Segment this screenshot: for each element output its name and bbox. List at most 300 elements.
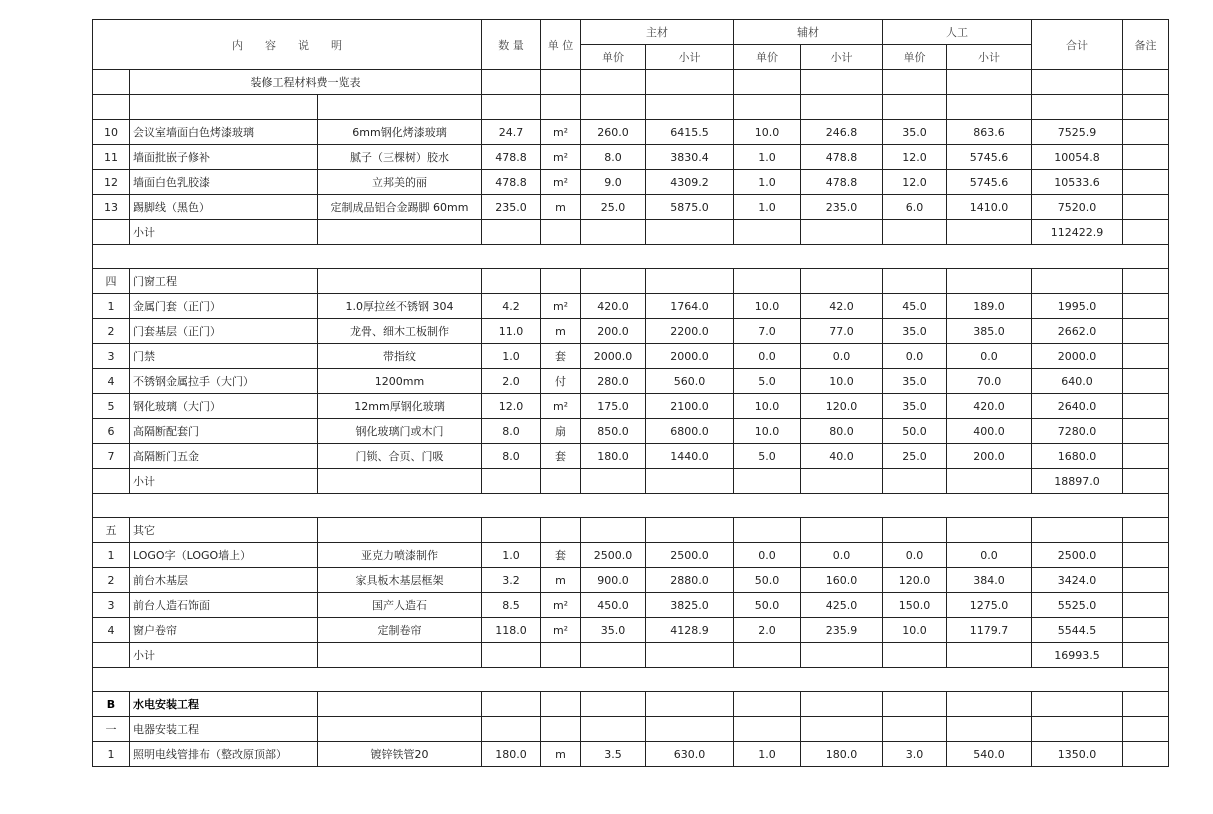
cell-aux-price	[734, 717, 801, 742]
cell-item: 墙面白色乳胶漆	[130, 170, 318, 195]
cell-qty: 2.0	[482, 369, 541, 394]
cell-spec	[318, 220, 482, 245]
cell-remark	[1123, 742, 1169, 767]
cell-remark	[1123, 543, 1169, 568]
cell-qty: 8.0	[482, 419, 541, 444]
cell-total	[1032, 518, 1123, 543]
cell-main-subtotal: 5875.0	[646, 195, 734, 220]
cell-main-subtotal: 6800.0	[646, 419, 734, 444]
cell-item: 会议室墙面白色烤漆玻璃	[130, 120, 318, 145]
cell-aux-price	[734, 70, 801, 95]
cell-aux-price: 1.0	[734, 170, 801, 195]
cell-aux-subtotal: 10.0	[801, 369, 883, 394]
cell-remark	[1123, 269, 1169, 294]
cell-aux-subtotal: 478.8	[801, 145, 883, 170]
cell-total: 10533.6	[1032, 170, 1123, 195]
cell-main-subtotal	[646, 643, 734, 668]
cell-main-price: 280.0	[581, 369, 646, 394]
header-total: 合计	[1032, 20, 1123, 70]
cell-main-price	[581, 95, 646, 120]
table-row	[93, 70, 1169, 95]
cell-total: 7280.0	[1032, 419, 1123, 444]
cell-labor-price: 35.0	[883, 120, 947, 145]
header-labor-subtotal: 小计	[947, 45, 1032, 70]
cell-main-subtotal	[646, 269, 734, 294]
cell-item: 其它	[130, 518, 318, 543]
table-row	[93, 717, 1169, 742]
cell-remark	[1123, 568, 1169, 593]
cell-aux-price: 5.0	[734, 444, 801, 469]
cell-qty: 4.2	[482, 294, 541, 319]
cell-spec	[318, 95, 482, 120]
header-aux-unit-price: 单价	[734, 45, 801, 70]
cell-total: 2640.0	[1032, 394, 1123, 419]
cell-item: 窗户卷帘	[130, 618, 318, 643]
cell-main-subtotal: 630.0	[646, 742, 734, 767]
cell-spec: 亚克力喷漆制作	[318, 543, 482, 568]
cell-item: 小计	[130, 469, 318, 494]
cell-aux-price: 1.0	[734, 742, 801, 767]
table-row	[93, 195, 1169, 220]
cell-labor-price	[883, 269, 947, 294]
cell-labor-subtotal: 0.0	[947, 344, 1032, 369]
cell-aux-subtotal	[801, 643, 883, 668]
cell-main-price: 260.0	[581, 120, 646, 145]
cell-remark	[1123, 518, 1169, 543]
cell-spec: 12mm厚钢化玻璃	[318, 394, 482, 419]
cell-main-subtotal: 1764.0	[646, 294, 734, 319]
table-row	[93, 120, 1169, 145]
cell-no: 7	[93, 444, 130, 469]
cell-aux-subtotal: 246.8	[801, 120, 883, 145]
cell-no: 11	[93, 145, 130, 170]
table-row	[93, 444, 1169, 469]
cell-unit	[541, 518, 581, 543]
cell-spec: 定制卷帘	[318, 618, 482, 643]
cell-unit	[541, 220, 581, 245]
cell-labor-subtotal	[947, 692, 1032, 717]
header-main-material: 主材	[581, 20, 734, 45]
cell-spec: 立邦美的丽	[318, 170, 482, 195]
header-unit: 单 位	[541, 20, 581, 70]
cell-qty: 478.8	[482, 145, 541, 170]
cell-main-subtotal	[646, 717, 734, 742]
cell-no: 1	[93, 294, 130, 319]
cell-aux-subtotal: 40.0	[801, 444, 883, 469]
cell-remark	[1123, 692, 1169, 717]
cell-no	[93, 95, 130, 120]
cell-item: 门禁	[130, 344, 318, 369]
cell-aux-subtotal: 235.0	[801, 195, 883, 220]
cell-labor-subtotal: 200.0	[947, 444, 1032, 469]
table-row	[93, 618, 1169, 643]
cell-spec: 家具板木基层框架	[318, 568, 482, 593]
cell-aux-price: 50.0	[734, 593, 801, 618]
cell-qty: 180.0	[482, 742, 541, 767]
cell-qty: 8.5	[482, 593, 541, 618]
cell-aux-price	[734, 518, 801, 543]
cell-remark	[1123, 593, 1169, 618]
cell-aux-price	[734, 469, 801, 494]
cell-no: 4	[93, 618, 130, 643]
cell-labor-price	[883, 692, 947, 717]
cell-remark	[1123, 444, 1169, 469]
cell-qty	[482, 220, 541, 245]
cell-spec	[318, 692, 482, 717]
cell-aux-subtotal	[801, 220, 883, 245]
cell-spec	[318, 469, 482, 494]
cell-total	[1032, 717, 1123, 742]
cell-aux-price: 0.0	[734, 543, 801, 568]
table-row	[93, 518, 1169, 543]
cell-total: 640.0	[1032, 369, 1123, 394]
cell-qty: 118.0	[482, 618, 541, 643]
table-row	[93, 294, 1169, 319]
header-labor: 人工	[883, 20, 1032, 45]
cell-aux-price: 10.0	[734, 294, 801, 319]
cell-labor-price: 12.0	[883, 145, 947, 170]
cell-main-subtotal	[646, 70, 734, 95]
cell-aux-subtotal: 235.9	[801, 618, 883, 643]
cell-aux-subtotal	[801, 95, 883, 120]
cell-aux-price	[734, 269, 801, 294]
cell-unit: 套	[541, 344, 581, 369]
cell-aux-price: 10.0	[734, 120, 801, 145]
header-qty: 数 量	[482, 20, 541, 70]
cell-total: 5544.5	[1032, 618, 1123, 643]
cell-spec: 龙骨、细木工板制作	[318, 319, 482, 344]
cell-remark	[1123, 220, 1169, 245]
table-row	[93, 643, 1169, 668]
cell-aux-subtotal	[801, 692, 883, 717]
cell-labor-subtotal: 384.0	[947, 568, 1032, 593]
cell-unit	[541, 269, 581, 294]
cell-item: 前台人造石饰面	[130, 593, 318, 618]
cell-spec: 1200mm	[318, 369, 482, 394]
cell-spec: 6mm钢化烤漆玻璃	[318, 120, 482, 145]
cell-labor-price: 35.0	[883, 319, 947, 344]
header-remark: 备注	[1123, 20, 1169, 70]
table-title: 装修工程材料费一览表	[130, 70, 482, 95]
cell-no: 3	[93, 593, 130, 618]
cell-remark	[1123, 170, 1169, 195]
cell-aux-price: 1.0	[734, 195, 801, 220]
cell-labor-price: 0.0	[883, 344, 947, 369]
cell-item: 门窗工程	[130, 269, 318, 294]
cell-qty	[482, 269, 541, 294]
cell-spec: 门锁、合页、门吸	[318, 444, 482, 469]
cell-total: 2662.0	[1032, 319, 1123, 344]
cell-aux-price	[734, 95, 801, 120]
cell-no: 4	[93, 369, 130, 394]
cell-aux-price	[734, 643, 801, 668]
cell-spec: 国产人造石	[318, 593, 482, 618]
cell-labor-subtotal	[947, 95, 1032, 120]
cell-labor-subtotal: 189.0	[947, 294, 1032, 319]
cell-item: 水电安装工程	[130, 692, 318, 717]
table-row	[93, 543, 1169, 568]
cell-qty	[482, 518, 541, 543]
cell-main-price: 25.0	[581, 195, 646, 220]
cell-unit: 套	[541, 444, 581, 469]
cell-unit: m²	[541, 593, 581, 618]
cell-labor-subtotal: 5745.6	[947, 145, 1032, 170]
cell-labor-subtotal: 400.0	[947, 419, 1032, 444]
cell-total: 18897.0	[1032, 469, 1123, 494]
header-labor-unit-price: 单价	[883, 45, 947, 70]
cell-aux-subtotal	[801, 269, 883, 294]
cell-remark	[1123, 469, 1169, 494]
cell-unit: m²	[541, 294, 581, 319]
cell-labor-price	[883, 220, 947, 245]
cell-item: 墙面批嵌子修补	[130, 145, 318, 170]
cell-qty: 478.8	[482, 170, 541, 195]
cell-remark	[1123, 195, 1169, 220]
cell-total	[1032, 95, 1123, 120]
separator-row	[93, 668, 1169, 692]
cell-aux-subtotal: 478.8	[801, 170, 883, 195]
cell-qty: 11.0	[482, 319, 541, 344]
cell-labor-price	[883, 70, 947, 95]
cell-total: 1995.0	[1032, 294, 1123, 319]
cell-spec: 定制成品铝合金踢脚 60mm	[318, 195, 482, 220]
cell-qty	[482, 717, 541, 742]
cell-labor-subtotal	[947, 269, 1032, 294]
cell-remark	[1123, 419, 1169, 444]
cell-main-price: 180.0	[581, 444, 646, 469]
cell-main-subtotal	[646, 692, 734, 717]
cell-item	[130, 95, 318, 120]
cell-main-price: 8.0	[581, 145, 646, 170]
cell-unit: m²	[541, 618, 581, 643]
cell-unit	[541, 95, 581, 120]
cell-labor-subtotal: 863.6	[947, 120, 1032, 145]
cell-aux-subtotal: 0.0	[801, 543, 883, 568]
cell-aux-price: 10.0	[734, 394, 801, 419]
cell-no: 五	[93, 518, 130, 543]
cell-no: 13	[93, 195, 130, 220]
cell-aux-price: 1.0	[734, 145, 801, 170]
cell-remark	[1123, 145, 1169, 170]
cell-labor-price: 45.0	[883, 294, 947, 319]
cell-item: 前台木基层	[130, 568, 318, 593]
cell-labor-price: 120.0	[883, 568, 947, 593]
cell-main-subtotal: 1440.0	[646, 444, 734, 469]
cell-remark	[1123, 394, 1169, 419]
cell-main-price: 9.0	[581, 170, 646, 195]
cell-aux-subtotal	[801, 518, 883, 543]
table-row	[93, 344, 1169, 369]
cell-spec: 带指纹	[318, 344, 482, 369]
cell-item: 照明电线管排布（整改原顶部）	[130, 742, 318, 767]
cell-labor-subtotal	[947, 70, 1032, 95]
cell-total: 10054.8	[1032, 145, 1123, 170]
cell-labor-subtotal: 5745.6	[947, 170, 1032, 195]
cell-unit: m²	[541, 394, 581, 419]
cell-remark	[1123, 618, 1169, 643]
cell-total: 1350.0	[1032, 742, 1123, 767]
cell-unit	[541, 692, 581, 717]
table-row	[93, 369, 1169, 394]
cell-labor-price: 6.0	[883, 195, 947, 220]
cell-qty: 3.2	[482, 568, 541, 593]
cell-main-subtotal	[646, 469, 734, 494]
header-main-unit-price: 单价	[581, 45, 646, 70]
cell-aux-subtotal: 120.0	[801, 394, 883, 419]
cell-total: 7525.9	[1032, 120, 1123, 145]
table-row	[93, 692, 1169, 717]
cell-remark	[1123, 95, 1169, 120]
cell-main-price: 450.0	[581, 593, 646, 618]
cell-item: 钢化玻璃（大门）	[130, 394, 318, 419]
cell-spec	[318, 717, 482, 742]
cell-spec: 钢化玻璃门或木门	[318, 419, 482, 444]
cell-aux-subtotal: 42.0	[801, 294, 883, 319]
cell-main-subtotal: 560.0	[646, 369, 734, 394]
cell-qty: 24.7	[482, 120, 541, 145]
cell-no	[93, 469, 130, 494]
cell-main-price	[581, 717, 646, 742]
header-aux-subtotal: 小计	[801, 45, 883, 70]
header-main-subtotal: 小计	[646, 45, 734, 70]
cell-item: 高隔断配套门	[130, 419, 318, 444]
cell-spec	[318, 643, 482, 668]
table-row	[93, 220, 1169, 245]
cell-aux-subtotal: 180.0	[801, 742, 883, 767]
table-header	[93, 20, 1169, 70]
cell-labor-subtotal	[947, 717, 1032, 742]
cell-main-subtotal: 2100.0	[646, 394, 734, 419]
cell-unit	[541, 717, 581, 742]
cell-qty: 8.0	[482, 444, 541, 469]
cell-remark	[1123, 70, 1169, 95]
cell-aux-subtotal	[801, 717, 883, 742]
table-body	[93, 70, 1169, 767]
cell-main-price	[581, 220, 646, 245]
cell-unit: m	[541, 319, 581, 344]
cell-unit: 扇	[541, 419, 581, 444]
cost-table	[92, 19, 1169, 767]
cell-labor-price: 12.0	[883, 170, 947, 195]
cell-labor-subtotal	[947, 469, 1032, 494]
cell-item: 金属门套（正门）	[130, 294, 318, 319]
cell-spec	[318, 269, 482, 294]
cell-item: 小计	[130, 643, 318, 668]
cell-main-subtotal: 2880.0	[646, 568, 734, 593]
table-row	[93, 593, 1169, 618]
separator-row	[93, 494, 1169, 518]
cell-remark	[1123, 717, 1169, 742]
cell-remark	[1123, 294, 1169, 319]
cell-main-price	[581, 469, 646, 494]
cell-qty	[482, 469, 541, 494]
cell-aux-subtotal: 77.0	[801, 319, 883, 344]
cell-unit: m	[541, 195, 581, 220]
cell-qty	[482, 643, 541, 668]
cell-labor-subtotal: 1410.0	[947, 195, 1032, 220]
cell-labor-subtotal: 385.0	[947, 319, 1032, 344]
cell-labor-price: 50.0	[883, 419, 947, 444]
cell-main-subtotal: 2500.0	[646, 543, 734, 568]
cell-remark	[1123, 643, 1169, 668]
cell-total	[1032, 692, 1123, 717]
cell-no: 1	[93, 543, 130, 568]
cell-main-price: 200.0	[581, 319, 646, 344]
cell-qty: 235.0	[482, 195, 541, 220]
cell-no: 2	[93, 319, 130, 344]
cell-labor-subtotal: 420.0	[947, 394, 1032, 419]
cell-main-subtotal: 6415.5	[646, 120, 734, 145]
cell-labor-subtotal: 540.0	[947, 742, 1032, 767]
cell-spec: 腻子（三棵树）胶水	[318, 145, 482, 170]
table-row	[93, 319, 1169, 344]
cell-main-price: 850.0	[581, 419, 646, 444]
cell-total: 2500.0	[1032, 543, 1123, 568]
cell-labor-price	[883, 717, 947, 742]
cell-item: 不锈钢金属拉手（大门）	[130, 369, 318, 394]
cell-labor-price: 3.0	[883, 742, 947, 767]
cell-main-price: 900.0	[581, 568, 646, 593]
cell-qty: 1.0	[482, 344, 541, 369]
cell-main-price: 420.0	[581, 294, 646, 319]
cell-main-subtotal	[646, 95, 734, 120]
table-row	[93, 494, 1169, 518]
cell-spec: 镀锌铁管20	[318, 742, 482, 767]
header-aux-material: 辅材	[734, 20, 883, 45]
cell-unit	[541, 643, 581, 668]
cell-unit	[541, 70, 581, 95]
cell-no: 10	[93, 120, 130, 145]
cell-aux-price: 5.0	[734, 369, 801, 394]
cell-main-subtotal: 3830.4	[646, 145, 734, 170]
cell-no	[93, 70, 130, 95]
cell-aux-price: 7.0	[734, 319, 801, 344]
cell-remark	[1123, 120, 1169, 145]
cell-qty	[482, 70, 541, 95]
table-row	[93, 95, 1169, 120]
cell-main-price: 2000.0	[581, 344, 646, 369]
cell-labor-price: 10.0	[883, 618, 947, 643]
table-row	[93, 269, 1169, 294]
table-row	[93, 419, 1169, 444]
cell-unit: m	[541, 568, 581, 593]
cell-no: 5	[93, 394, 130, 419]
cell-aux-subtotal	[801, 70, 883, 95]
header-content: 内 容 说 明	[93, 20, 482, 70]
cell-labor-price: 25.0	[883, 444, 947, 469]
cell-total: 1680.0	[1032, 444, 1123, 469]
cell-no: 6	[93, 419, 130, 444]
cell-total: 3424.0	[1032, 568, 1123, 593]
cell-labor-price	[883, 469, 947, 494]
cell-item: 踢脚线（黑色）	[130, 195, 318, 220]
table-row	[93, 145, 1169, 170]
table-row	[93, 742, 1169, 767]
cell-aux-price: 2.0	[734, 618, 801, 643]
cell-main-subtotal: 2200.0	[646, 319, 734, 344]
cell-qty: 1.0	[482, 543, 541, 568]
cell-aux-subtotal: 0.0	[801, 344, 883, 369]
cell-item: LOGO字（LOGO墙上）	[130, 543, 318, 568]
cell-aux-price: 50.0	[734, 568, 801, 593]
table-row	[93, 170, 1169, 195]
cell-labor-subtotal: 0.0	[947, 543, 1032, 568]
cell-aux-subtotal	[801, 469, 883, 494]
table-row	[93, 469, 1169, 494]
cell-unit: m	[541, 742, 581, 767]
cell-no: B	[93, 692, 130, 717]
separator-row	[93, 245, 1169, 269]
